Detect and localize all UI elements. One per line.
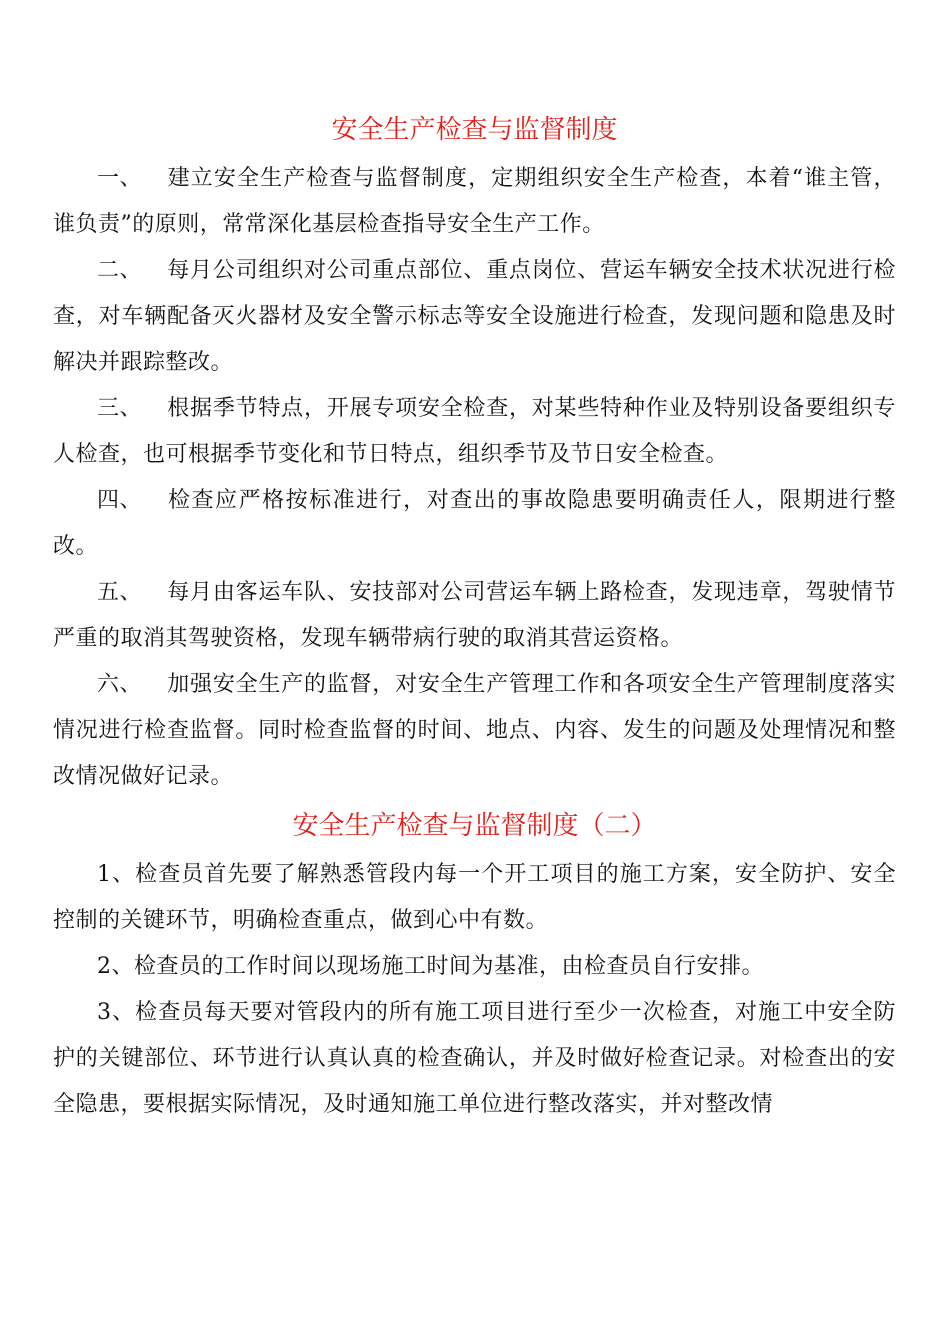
section2-title: 安全生产检查与监督制度（二）	[292, 811, 657, 841]
paragraph-text: 加强安全生产的监督，对安全生产管理工作和各项安全生产管理制度落实情况进行检查监督。同时检查监督的时间、地点、内容、发生的问题及处理情况和整改情况做好记录。	[53, 672, 896, 789]
paragraph-number: 二、	[97, 258, 143, 283]
section1-paragraph-6	[53, 662, 896, 800]
paragraph-text: 建立安全生产检查与监督制度，定期组织安全生产检查，本着“谁主管，谁负责”的原则，常常深化基层检查指导安全生产工作。	[53, 166, 896, 237]
paragraph-number: 六、	[97, 672, 143, 697]
section1-paragraph-4	[53, 478, 896, 570]
paragraph-text: 每月由客运车队、安技部对公司营运车辆上路检查，发现违章，驾驶情节严重的取消其驾驶资格，发现车辆带病行驶的取消其营运资格。	[53, 580, 896, 651]
section2-paragraph-1: 1、检查员首先要了解熟悉管段内每一个开工项目的施工方案，安全防护、安全控制的关键环节，明确检查重点，做到心中有数。	[53, 862, 896, 933]
section2-paragraph-2: 2、检查员的工作时间以现场施工时间为基准，由检查员自行安排。	[97, 954, 764, 979]
section1-title: 安全生产检查与监督制度	[331, 115, 618, 145]
paragraph-text: 检查应严格按标准进行，对查出的事故隐患要明确责任人，限期进行整改。	[53, 488, 896, 559]
section2-paragraph-3: 3、检查员每天要对管段内的所有施工项目进行至少一次检查，对施工中安全防护的关键部位、环节进行认真认真的检查确认，并及时做好检查记录。对检查出的安全隐患，要根据实际情况，及时通知施工单位进行整改落实，并对整改情	[53, 1000, 896, 1117]
paragraph-number: 四、	[97, 488, 143, 513]
paragraph-number: 三、	[97, 396, 143, 421]
section1-paragraph-1	[53, 156, 896, 248]
paragraph-number: 一、	[97, 166, 143, 191]
paragraph-text: 根据季节特点，开展专项安全检查，对某些特种作业及特别设备要组织专人检查，也可根据季节变化和节日特点，组织季节及节日安全检查。	[53, 396, 896, 467]
section1-paragraph-2	[53, 248, 896, 386]
document-body	[53, 106, 896, 1128]
paragraph-number: 五、	[97, 580, 143, 605]
section1-paragraph-3	[53, 386, 896, 478]
section1-paragraph-5	[53, 570, 896, 662]
paragraph-text: 每月公司组织对公司重点部位、重点岗位、营运车辆安全技术状况进行检查，对车辆配备灭火器材及安全警示标志等安全设施进行检查，发现问题和隐患及时解决并跟踪整改。	[53, 258, 896, 375]
